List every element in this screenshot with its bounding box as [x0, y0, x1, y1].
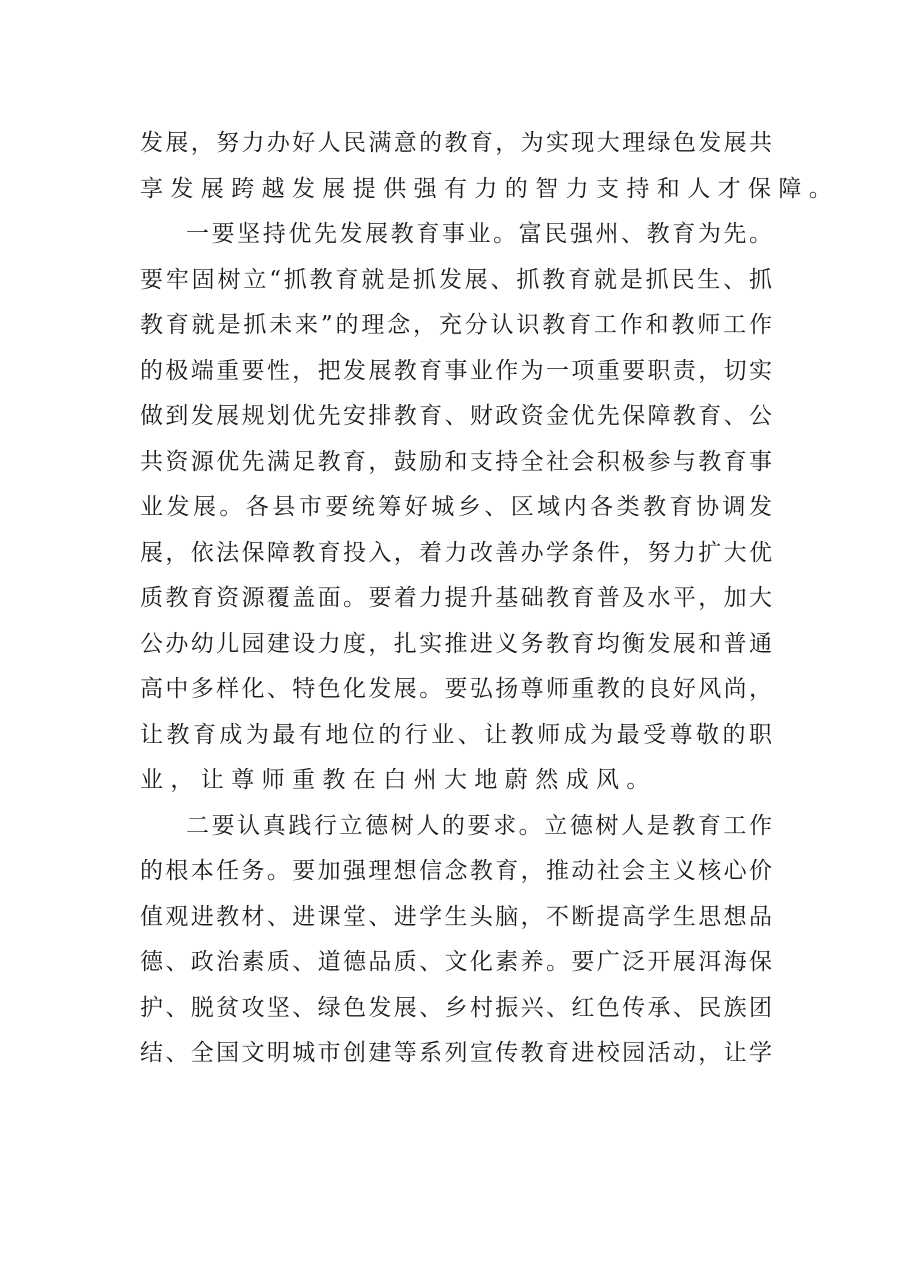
text-line: 业，让尊师重教在白州大地蔚然成风。 [140, 767, 657, 793]
text-line: 德、政治素质、道德品质、文化素养。要广泛开展洱海保 [140, 949, 772, 975]
text-line: 发展，努力办好人民满意的教育，为实现大理绿色发展共 [140, 130, 772, 156]
text-line: 要牢固树立“抓教育就是抓发展、抓教育就是抓民生、抓 [140, 266, 772, 293]
text-line: 让教育成为最有地位的行业、让教师成为最受尊敬的职 [140, 721, 772, 748]
text-line: 展，依法保障教育投入，着力改善办学条件，努力扩大优 [140, 539, 772, 566]
paragraph-first-line: 一要坚持优先发展教育事业。富民强州、教育为先。 [186, 221, 772, 247]
text-line: 结、全国文明城市创建等系列宣传教育进校园活动，让学 [140, 1040, 772, 1066]
text-line: 值观进教材、进课堂、进学生头脑，不断提高学生思想品 [140, 903, 772, 930]
text-line: 护、脱贫攻坚、绿色发展、乡村振兴、红色传承、民族团 [140, 994, 772, 1021]
text-line: 教育就是抓未来”的理念，充分认识教育工作和教师工作 [140, 312, 772, 338]
text-line: 公办幼儿园建设力度，扎实推进义务教育均衡发展和普通 [140, 630, 772, 657]
text-line: 共资源优先满足教育，鼓励和支持全社会积极参与教育事 [140, 448, 772, 475]
text-line: 高中多样化、特色化发展。要弘扬尊师重教的良好风尚， [140, 676, 772, 702]
body-text [140, 121, 840, 1077]
text-line: 质教育资源覆盖面。要着力提升基础教育普及水平，加大 [140, 585, 772, 611]
text-line: 享发展跨越发展提供强有力的智力支持和人才保障。 [140, 175, 840, 202]
text-line: 做到发展规划优先安排教育、财政资金优先保障教育、公 [140, 403, 772, 429]
text-line: 的根本任务。要加强理想信念教育，推动社会主义核心价 [140, 858, 772, 884]
paragraph-first-line: 二要认真践行立德树人的要求。立德树人是教育工作 [186, 812, 772, 839]
text-line: 业发展。各县市要统筹好城乡、区域内各类教育协调发 [140, 494, 772, 520]
text-line: 的极端重要性，把发展教育事业作为一项重要职责，切实 [140, 357, 772, 384]
